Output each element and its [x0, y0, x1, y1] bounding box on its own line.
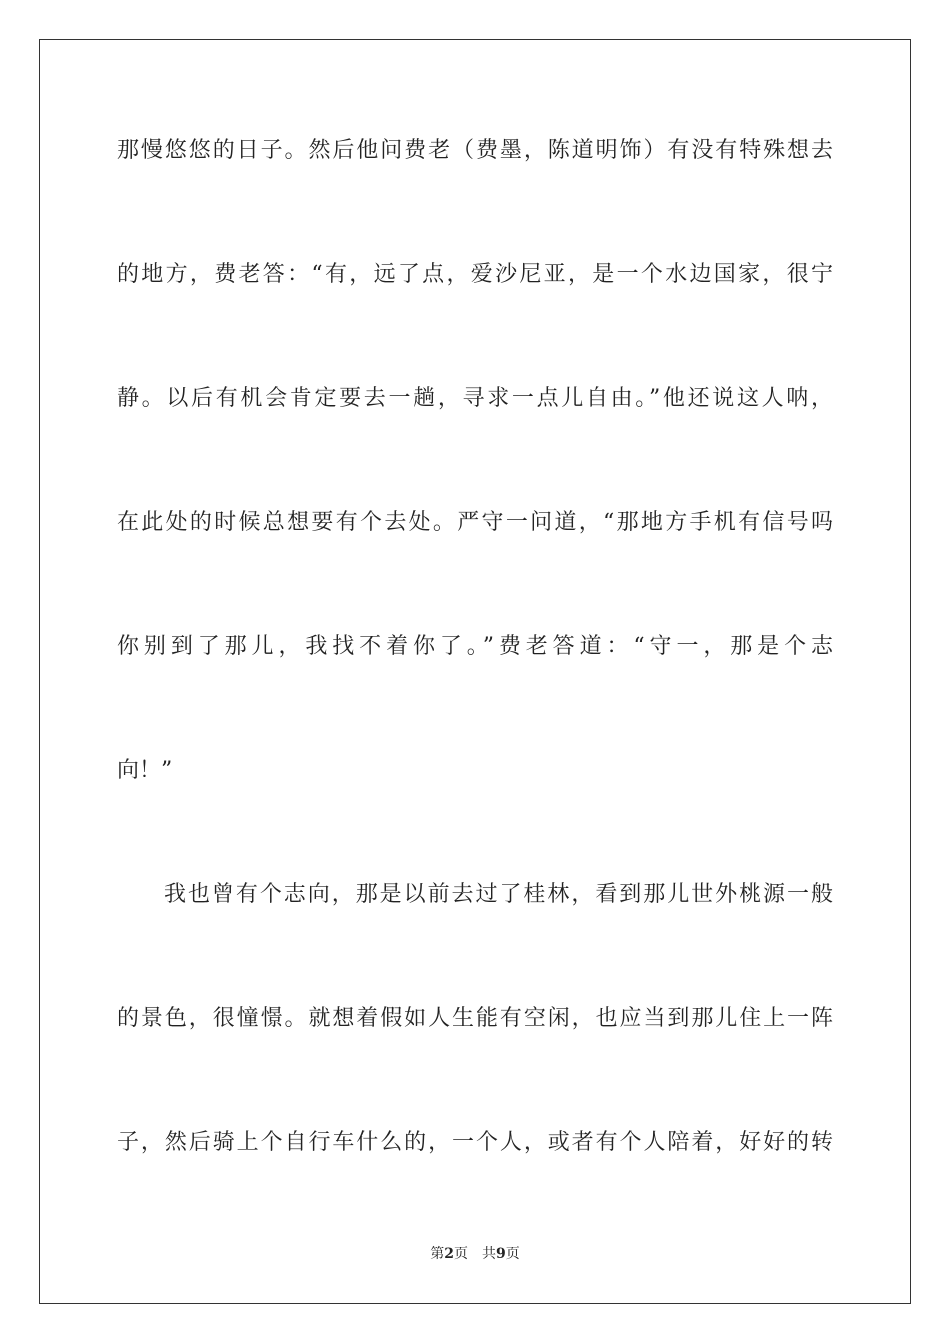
current-page-number: 2 [444, 1246, 454, 1262]
text-line: 的地方，费老答：“有，远了点，爱沙尼亚，是一个水边国家，很宁 [117, 262, 833, 287]
text-line: 向！” [117, 758, 173, 783]
text-line: 子，然后骑上个自行车什么的，一个人，或者有个人陪着，好好的转 [117, 1130, 833, 1155]
footer-total-prefix: 共 [482, 1246, 496, 1262]
text-line: 你别到了那儿，我找不着你了。”费老答道：“守一，那是个志 [117, 634, 833, 659]
text-line: 那慢悠悠的日子。然后他问费老（费墨，陈道明饰）有没有特殊想去 [117, 138, 833, 163]
text-line: 的景色，很憧憬。就想着假如人生能有空闲，也应当到那儿住上一阵 [117, 1006, 833, 1031]
total-pages-number: 9 [496, 1246, 506, 1262]
footer-total-unit: 页 [505, 1246, 520, 1262]
page-border [39, 39, 911, 1304]
footer-prefix: 第 [430, 1246, 445, 1262]
text-line: 我也曾有个志向，那是以前去过了桂林，看到那儿世外桃源一般 [164, 882, 833, 907]
footer-page-unit: 页 [454, 1246, 468, 1262]
page-footer [0, 1244, 950, 1264]
text-line: 在此处的时候总想要有个去处。严守一问道，“那地方手机有信号吗 [117, 510, 833, 535]
text-line: 静。以后有机会肯定要去一趟，寻求一点儿自由。”他还说这人呐， [117, 386, 833, 411]
